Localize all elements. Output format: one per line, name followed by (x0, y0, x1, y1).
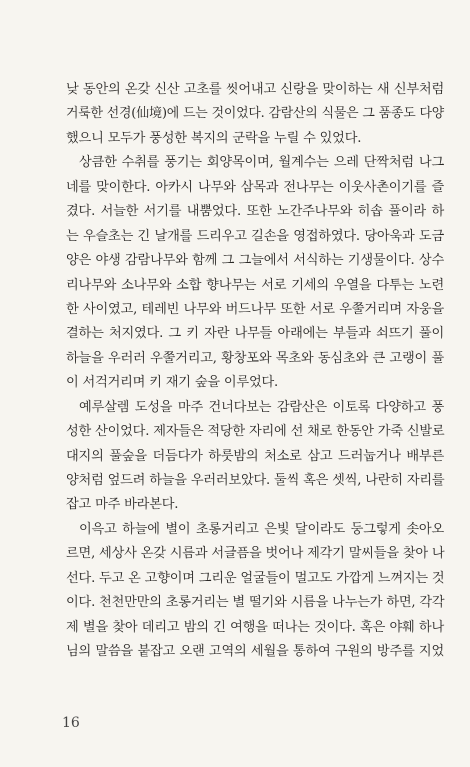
text-line: 이 서걱거리며 키 재기 숲을 이루었다. (66, 375, 279, 391)
text-line: 양은 야생 감람나무와 함께 그 그늘에서 서식하는 기생물이다. 상수 (66, 253, 444, 269)
text-line: 예루살렘 도성을 마주 건너다보는 감람산은 이토록 다양하고 풍 (79, 399, 444, 415)
text-line: 리나무와 소나무와 소합 향나무는 서로 기세의 우열을 다투는 노련 (66, 277, 444, 293)
text-line: 르면, 세상사 온갖 시름과 서글픔을 벗어나 제각기 말씨들을 찾아 나 (66, 546, 445, 562)
page-number: 16 (62, 715, 80, 731)
text-line: 네를 맞이한다. 아카시 나무와 삼목과 전나무는 이웃사촌이기를 즐 (66, 179, 444, 195)
text-line: 잡고 마주 바라본다. (66, 497, 179, 513)
text-line: 이다. 천천만만의 초롱거리는 별 떨기와 시름을 나누는가 하면, 각각 (66, 595, 445, 611)
paragraph-4 (66, 518, 444, 665)
text-line: 님의 말씀을 붙잡고 오랜 고역의 세월을 통하여 구원의 방주를 지었 (66, 644, 444, 660)
paragraph-1 (66, 78, 444, 151)
text-line: 선다. 두고 온 고향이며 그리운 얼굴들이 멀고도 가깝게 느껴지는 것 (66, 570, 445, 586)
text-line: 결하는 처지였다. 그 키 자란 나무들 아래에는 부들과 쇠뜨기 풀이 (66, 326, 444, 342)
text-line: 성한 산이었다. 제자들은 적당한 자리에 선 채로 한동안 가죽 신발로 (66, 424, 445, 440)
text-line: 이윽고 하늘에 별이 초롱거리고 은빛 달이라도 둥그렇게 솟아오 (79, 521, 444, 537)
paragraph-3 (66, 396, 444, 518)
text-line: 제 별을 찾아 데리고 밤의 긴 여행을 떠나는 것이다. 혹은 야훼 하나 (66, 619, 444, 635)
text-line: 양처럼 엎드려 하늘을 우러러보았다. 둘씩 혹은 셋씩, 나란히 자리를 (66, 473, 445, 488)
text-line: 하늘을 우러러 우쭐거리고, 황창포와 목초와 동심초와 큰 고랭이 풀 (66, 350, 444, 366)
text-line: 낮 동안의 온갖 신산 고초를 씻어내고 신랑을 맞이하는 새 신부처럼 (66, 82, 444, 97)
text-line: 했으니 모두가 풍성한 복지의 군락을 누릴 수 있었다. (66, 130, 362, 146)
text-line: 한 사이였고, 테레빈 나무와 버드나무 또한 서로 우쭐거리며 자웅을 (66, 301, 444, 317)
paragraph-2 (66, 151, 444, 395)
text-line: 상큼한 수취를 풍기는 회양목이며, 월계수는 으레 단짝처럼 나그 (79, 155, 444, 171)
text-line: 겼다. 서늘한 서기를 내뿜었다. 또한 노간주나무와 히솝 풀이라 하 (66, 204, 444, 220)
text-line: 대지의 풀숲을 더듬다가 하룻밤의 처소로 삼고 드러눕거나 배부른 (66, 448, 444, 464)
body-text (66, 78, 444, 665)
text-line: 거룩한 선경(仙境)에 드는 것이었다. 감람산의 식물은 그 품종도 다양 (66, 106, 444, 122)
text-line: 는 우슬초는 긴 날개를 드리우고 길손을 영접하였다. 당아욱과 도금 (66, 228, 444, 244)
